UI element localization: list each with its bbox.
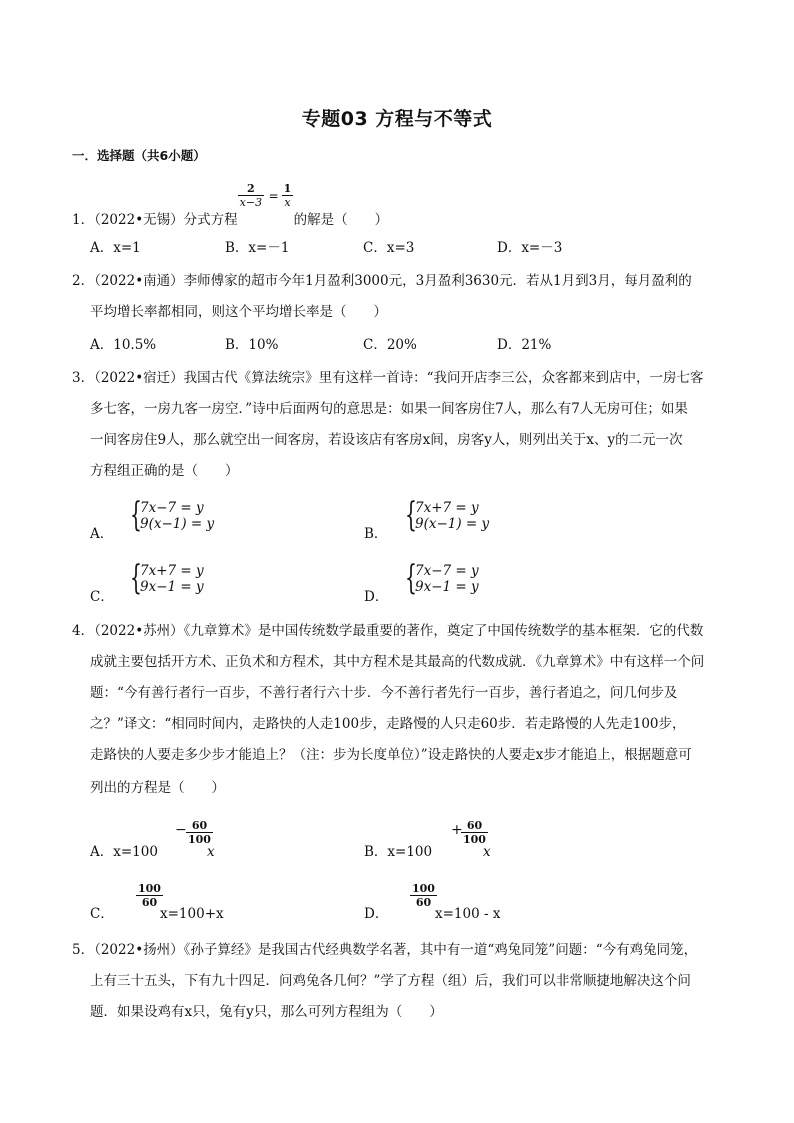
question-2-line-2: 平均增长率都相同，则这个平均增长率是（ ） [90, 304, 387, 320]
section-heading: 一．选择题（共6小题） [72, 148, 206, 163]
q4-option-b-var: x [483, 844, 491, 860]
question-4-line-3: 题：“今有善行者行一百步，不善行者行六十步．今不善行者先行一百步，善行者追之，问几何步及 [90, 685, 678, 701]
q1-option-b[interactable]: B．x=－1 [225, 240, 290, 256]
question-4-line-6: 列出的方程是（ ） [90, 780, 225, 796]
q1-right-fraction: $\frac{1}{x}$ [283, 182, 292, 209]
q2-option-d[interactable]: D．21% [497, 337, 552, 353]
question-3-line-4: 方程组正确的是（ ） [90, 463, 239, 479]
question-3-line-1: 3．（2022•宿迁）我国古代《算法统宗》里有这样一首诗：“我问开店李三公，众客都来到店中，一房七客 [72, 370, 704, 386]
q2-option-c[interactable]: C．20% [363, 337, 417, 353]
q2-option-b[interactable]: B．10% [225, 337, 279, 353]
question-3-line-2: 多七客，一房九客一房空．”诗中后面两句的意思是：如果一间客房住7人，那么有7人无房可住；如果 [90, 401, 688, 417]
brace-icon: { [130, 558, 142, 598]
q4-option-a-sign: − [175, 822, 187, 838]
q4-option-d-label[interactable]: D． [364, 906, 389, 922]
q3-option-b-label[interactable]: B． [364, 526, 388, 542]
brace-icon: { [405, 558, 417, 598]
q4-option-a-fraction: $\frac{60}{100}$ [188, 819, 211, 846]
q3-option-d-label[interactable]: D． [364, 589, 389, 605]
question-4-line-5: 走路快的人要走多少步才能追上？（注：步为长度单位）”设走路快的人要走x步才能追上，根据题意可 [90, 747, 692, 763]
q3-option-a-label[interactable]: A． [90, 526, 114, 542]
question-4-line-4: 之？”译文：“相同时间内，走路快的人走100步，走路慢的人只走60步．若走路慢的人先走100步， [90, 716, 686, 732]
q1-equals: = [268, 189, 279, 203]
question-5-line-1: 5．（2022•扬州）《孙子算经》是我国古代经典数学名著，其中有一道“鸡兔同笼”问题：“今有鸡兔同笼， [72, 942, 698, 958]
brace-icon: { [405, 495, 417, 535]
q1-stem-text: 1．（2022•无锡）分式方程 [72, 212, 238, 228]
document-page: 专题03 方程与不等式 一．选择题（共6小题） 1．（2022•无锡）分式方程 $\frac{2}{x-3}$ = $\frac{1}{x}$ 的解是（ ） A．x=1 B．x=－1 C．x=3 D．x=－3 2．（2022•南通）李师傅家的超市今年1月盈利3000元，3月盈利3630元．若从1月到3月，每月盈利的 平均增长率都相同，则这个平均增长率是（ ） A．10.5% B．10% C．20% D．21% 3．（2022•宿迁）我国古代《算法统宗》里有这样一首诗：“我问开店李三公，众客都来到店中，一房七客 多七客，一房九客一房空．”诗中后面两句的意思是：如果一间客房住7人，那么有7人无房可住；如果 一间客房住9人，那么就空出一间客房，若设该店有客房x间，房客y人，则列出关于x、y的二元一次 方程组正确的是（ ） A． { 7x−7 = y 9(x−1) = y B． { 7x+7 = y 9(x−1) = y C． { 7x+7 = y 9x−1 = y D． { 7x−7 = y 9x−1 = y 4．（2022•苏州）《九章算术》是中国传统数学最重要的著作，奠定了中国传统数学的基本框架．它的代数 成就主要包括开方术、正负术和方程术，其中方程术是其最高的代数成就．《九章算术》中有这样一个问 题：“今有善行者行一百步，不善行者行六十步．今不善行者先行一百步，善行者追之，问几何步及 之？”译文：“相同时间内，走路快的人走100步，走路慢的人只走60步．若走路慢的人先走100步， 走路快的人要走多少步才能追上？（注：步为长度单位）”设走路快的人要走x步才能追上，根据题意可 列出的方程是（ ） A．x=100 − $\frac{60}{100}$ x B．x=100 + $\frac{60}{100}$ x C． $\frac{100}{60}$ x=100+x D． $\frac{100}{60}$ x=100 - x 5．（2022•扬州）《孙子算经》是我国古代经典数学名著，其中有一道“鸡兔同笼”问题：“今有鸡兔同笼， 上有三十五头，下有九十四足．问鸡兔各几何？”学了方程（组）后，我们可以非常顺捷地解决这个问 题．如果设鸡有x只，兔有y只，那么可列方程组为（ ） [0, 0, 794, 1123]
q4-option-b[interactable]: B．x=100 [364, 844, 433, 860]
q3-option-c-label[interactable]: C． [90, 589, 114, 605]
q2-option-a[interactable]: A．10.5% [90, 337, 157, 353]
question-1-stem [72, 182, 389, 230]
q1-left-fraction: $\frac{2}{x-3}$ [239, 182, 263, 209]
question-4-line-1: 4．（2022•苏州）《九章算术》是中国传统数学最重要的著作，奠定了中国传统数学的基本框架．它的代数 [72, 623, 704, 639]
question-4-line-2: 成就主要包括开方术、正负术和方程术，其中方程术是其最高的代数成就．《九章算术》中有这样一个问 [90, 654, 705, 670]
q4-option-b-sign: + [451, 822, 463, 838]
q4-option-b-fraction: $\frac{60}{100}$ [463, 819, 486, 846]
q4-option-d-expr[interactable]: x=100 - x [435, 906, 501, 922]
question-5-line-3: 题．如果设鸡有x只，兔有y只，那么可列方程组为（ ） [90, 1004, 443, 1020]
brace-icon: { [130, 495, 142, 535]
q4-option-d-fraction: $\frac{100}{60}$ [412, 882, 435, 909]
q1-fraction-equation [238, 182, 294, 224]
q4-option-c-fraction: $\frac{100}{60}$ [138, 882, 161, 909]
q4-option-c-expr[interactable]: x=100+x [160, 906, 224, 922]
question-5-line-2: 上有三十五头，下有九十四足．问鸡兔各几何？”学了方程（组）后，我们可以非常顺捷地解决这个问 [90, 973, 691, 989]
question-2-line-1: 2．（2022•南通）李师傅家的超市今年1月盈利3000元，3月盈利3630元．若从1月到3月，每月盈利的 [72, 273, 692, 289]
page-title: 专题03 方程与不等式 [301, 108, 493, 130]
q4-option-a-var: x [207, 844, 215, 860]
q1-option-a[interactable]: A．x=1 [90, 240, 141, 256]
q4-option-a[interactable]: A．x=100 [90, 844, 158, 860]
q1-stem-tail: 的解是（ ） [293, 212, 389, 228]
question-3-line-3: 一间客房住9人，那么就空出一间客房，若设该店有客房x间，房客y人，则列出关于x、y的二元一次 [90, 432, 683, 448]
q1-option-d[interactable]: D．x=－3 [497, 240, 563, 256]
q1-option-c[interactable]: C．x=3 [363, 240, 415, 256]
q4-option-c-label[interactable]: C． [90, 906, 114, 922]
